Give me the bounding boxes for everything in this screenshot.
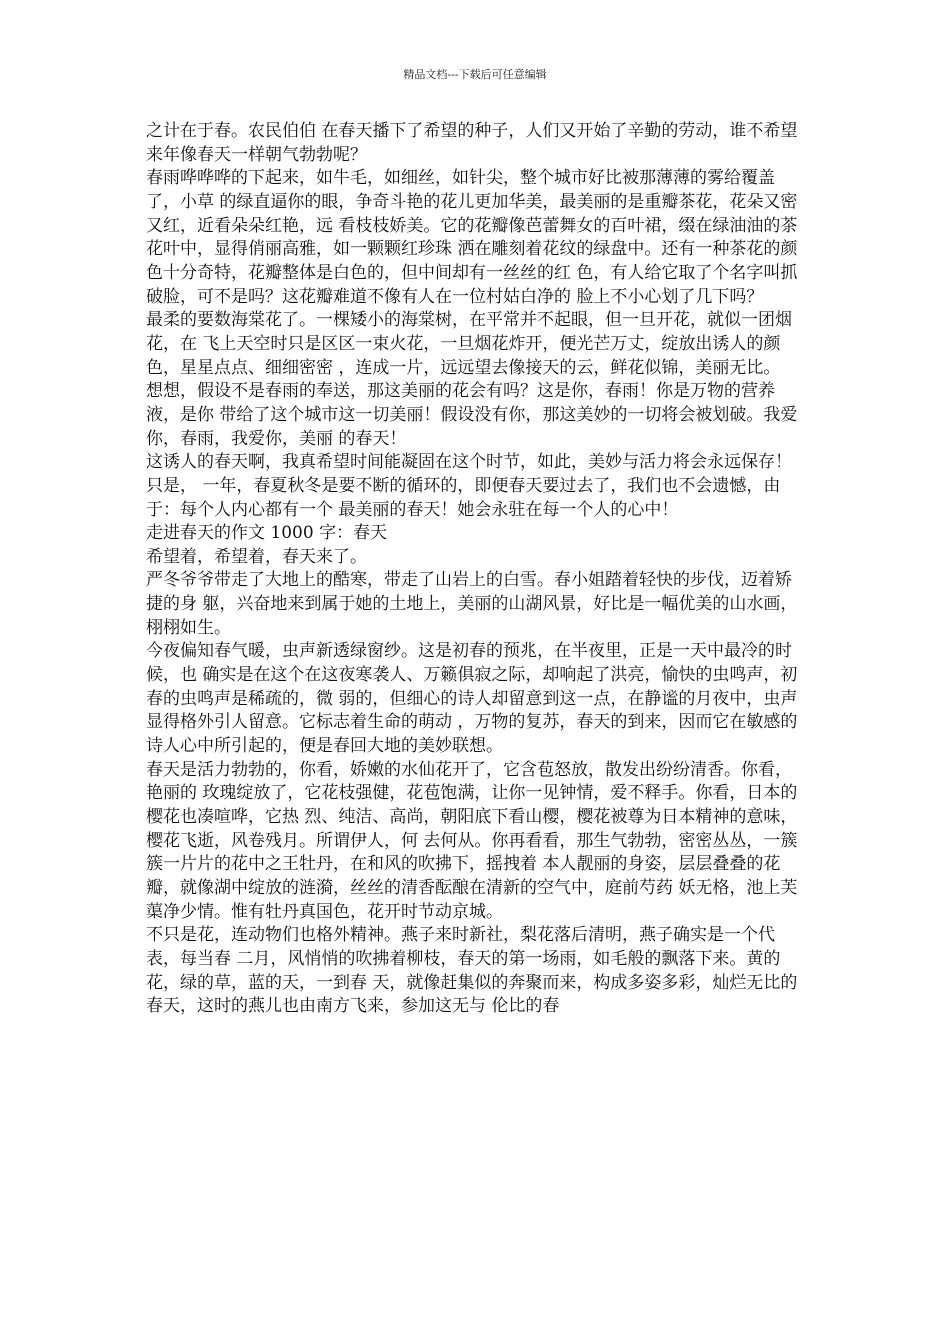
paragraph: 这诱人的春天啊，我真希望时间能凝固在这个时节，如此，美妙与活力将会永远保存！只是， 一年，春夏秋冬是要不断的循环的，即便春天要过去了，我们也不会遗憾，由于：每个人内心都有一个 最美丽的春天！她会永驻在每一个人的心中！ [146,452,792,520]
paragraph: 之计在于春。农民伯伯 在春天播下了希望的种子，人们又开始了辛勤的劳动，谁不希望来年像春天一样朝气勃勃呢？ [146,121,798,165]
paragraph: 希望着，希望着，春天来了。 [146,546,367,567]
page-header: 精品文档---下载后可任意编辑 [403,68,547,81]
section-title: 走进春天的作文 1000 字：春天 [146,523,388,544]
paragraph: 最柔的要数海棠花了。一棵矮小的海棠树，在平常并不起眼，但一旦开花，就似一团烟花，在 飞上天空时只是区区一束火花，一旦烟花炸开，便光芒万丈，绽放出诱人的颜色，星星点点、细细密密 ，连成一片，远远望去像接天的云，鲜花似锦，美丽无比。 [146,310,792,378]
paragraph: 春雨哗哗哗的下起来，如牛毛，如细丝，如针尖，整个城市好比被那薄薄的雾给覆盖了，小草 的绿直逼你的眼，争奇斗艳的花儿更加华美，最美丽的是重瓣茶花，花朵又密又红，近看朵朵红艳，远 看枝枝娇美。它的花瓣像芭蕾舞女的百叶裙，缀在绿油油的茶花叶中，显得俏丽高雅，如一颗颗红珍珠 洒在雕刻着花纹的绿盘中。还有一种茶花的颜色十分奇特，花瓣整体是白色的，但中间却有一丝丝的红 色，有人给它取了个名字叫抓破脸，可不是吗？这花瓣难道不像有人在一位村姑白净的 脸上不小心划了几下吗？ [146,168,798,307]
paragraph: 不只是花，连动物们也格外精神。燕子来时新社，梨花落后清明，燕子确实是一个代表，每当春 二月，风悄悄的吹拂着柳枝，春天的第一场雨，如毛般的飘落下来。黄的花，绿的草，蓝的天，一到春 天，就像赶集似的奔聚而来，构成多姿多彩，灿烂无比的春天，这时的燕儿也由南方飞来，参加这无与 伦比的春 [146,925,798,1017]
paragraph: 春天是活力勃勃的，你看，娇嫩的水仙花开了，它含苞怒放，散发出纷纷清香。你看，艳丽的 玫瑰绽放了，它花枝强健，花苞饱满，让你一见钟情，爱不释手。你看，日本的樱花也凑喧哗，它热 烈、纯洁、高尚，朝阳底下看山樱，樱花被尊为日本精神的意味，樱花飞逝，风卷残月。所谓伊人，何 去何从。你再看看，那生气勃勃，密密丛丛，一簇簇一片片的花中之王牡丹，在和风的吹拂下，摇拽着 本人靓丽的身姿，层层叠叠的花瓣，就像湖中绽放的涟漪，丝丝的清香酝酿在清新的空气中，庭前芍药 妖无格，池上芙蕖净少情。惟有牡丹真国色，花开时节动京城。 [146,759,798,922]
paragraph: 今夜偏知春气暖，虫声新透绿窗纱。这是初春的预兆，在半夜里，正是一天中最冷的时候，也 确实是在这个在这夜寒袭人、万籁俱寂之际，却响起了洪亮，愉快的虫鸣声，初春的虫鸣声是稀疏的，微 弱的，但细心的诗人却留意到这一点，在静谧的月夜中，虫声显得格外引人留意。它标志着生命的萌动 ，万物的复苏，春天的到来，因而它在敏感的诗人心中所引起的，便是春回大地的美妙联想。 [146,641,798,757]
document-body [146,120,806,1019]
paragraph: 严冬爷爷带走了大地上的酷寒，带走了山岩上的白雪。春小姐踏着轻快的步伐，迈着矫捷的身 躯，兴奋地来到属于她的土地上，美丽的山湖风景，好比是一幅优美的山水画，栩栩如生。 [146,570,798,638]
paragraph: 想想，假设不是春雨的奉送，那这美丽的花会有吗？这是你，春雨！你是万物的营养液，是你 带给了这个城市这一切美丽！假设没有你，那这美妙的一切将会被划破。我爱你，春雨，我爱你，美丽 的春天！ [146,381,798,449]
